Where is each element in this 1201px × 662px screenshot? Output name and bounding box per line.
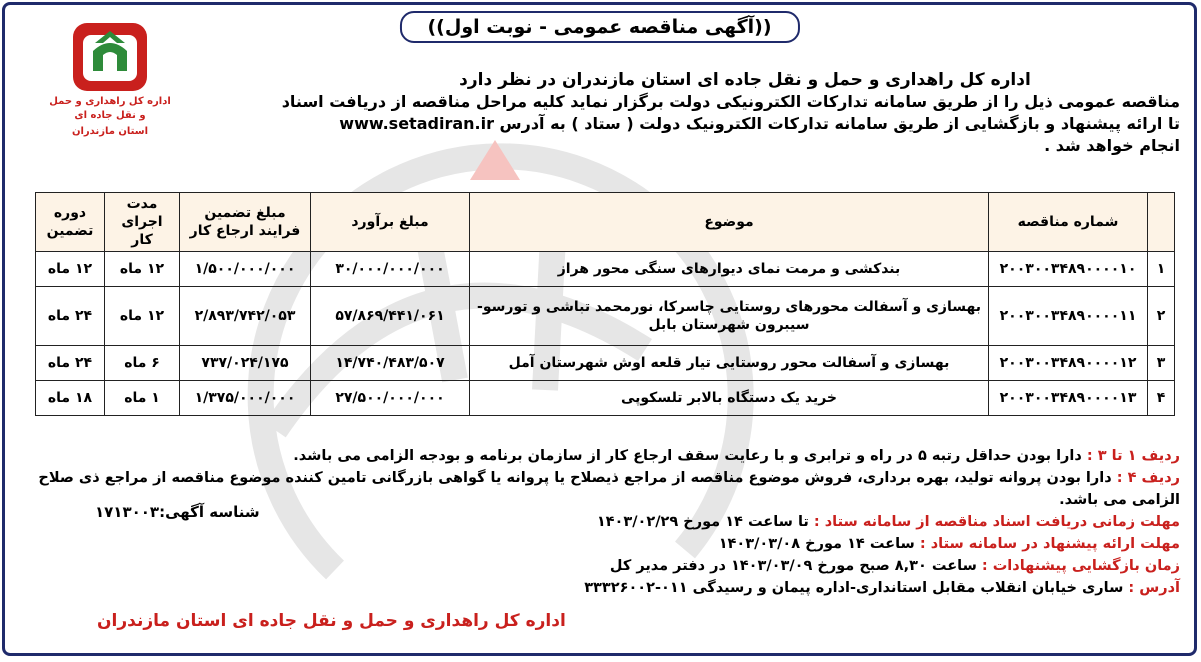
tenders-table bbox=[35, 192, 1175, 416]
cell-duration: ۱۲ ماه bbox=[105, 252, 180, 287]
intro-line1: مناقصه عمومی ذیل را از طریق سامانه تدارکات الکترونیکی دولت برگزار نماید کلیه مراحل مناقصه از دریافت اسناد bbox=[281, 92, 1180, 111]
cell-number: ۲۰۰۳۰۰۳۴۸۹۰۰۰۰۱۳ bbox=[989, 381, 1148, 416]
table-row bbox=[36, 252, 1175, 287]
cell-index: ۴ bbox=[1148, 381, 1175, 416]
cell-subject: بهسازی و آسفالت محورهای روستایی چاسرکا، نورمحمد تباشی و تورسو-سیبرون شهرستان بابل bbox=[470, 287, 989, 346]
intro-text bbox=[280, 69, 1180, 157]
cell-index: ۳ bbox=[1148, 346, 1175, 381]
table-header-row bbox=[36, 193, 1175, 252]
cell-number: ۲۰۰۳۰۰۳۴۸۹۰۰۰۰۱۰ bbox=[989, 252, 1148, 287]
notice-banner: ((آگهی مناقصه عمومی - نوبت اول)) bbox=[399, 11, 799, 43]
notes-section bbox=[15, 445, 1180, 599]
intro-title: اداره کل راهداری و حمل و نقل جاده ای استان مازندران در نظر دارد bbox=[459, 70, 1031, 90]
table-row bbox=[36, 346, 1175, 381]
road-authority-logo-icon bbox=[71, 21, 149, 93]
cell-subject: بهسازی و آسفالت محور روستایی تیار قلعه اوش شهرستان آمل bbox=[470, 346, 989, 381]
table-row bbox=[36, 381, 1175, 416]
notice-frame bbox=[2, 2, 1197, 656]
header-number: شماره مناقصه bbox=[989, 193, 1148, 252]
address-text: ساری خیابان انقلاب مقابل استانداری-اداره پیمان و رسیدگی ۰۱۱-۳۳۳۲۶۰۰۲ bbox=[584, 580, 1129, 596]
note-row-4-label: ردیف ۴ : bbox=[1116, 470, 1180, 486]
header-duration: مدت اجرای کار bbox=[105, 193, 180, 252]
signature: اداره کل راهداری و حمل و نقل جاده ای استان مازندران bbox=[97, 611, 566, 631]
note-row-4-continued: الزامی می باشد. bbox=[1059, 492, 1180, 508]
note-row-4-text: دارا بودن پروانه تولید، بهره برداری، فروش موضوع مناقصه از مراجع ذیصلاح یا پروانه یا گواهی بازرگانی تامین کننده موضوع مناقصه از مراجع ذی صلاح bbox=[38, 470, 1117, 486]
opening-time bbox=[15, 555, 1180, 577]
deadline-offer-text: ساعت ۱۴ مورخ ۱۴۰۳/۰۳/۰۸ bbox=[718, 536, 920, 552]
cell-estimate: ۱۴/۷۴۰/۴۸۳/۵۰۷ bbox=[311, 346, 470, 381]
deadline-offer-label: مهلت ارائه پیشنهاد در سامانه ستاد : bbox=[919, 536, 1180, 552]
cell-estimate: ۲۷/۵۰۰/۰۰۰/۰۰۰ bbox=[311, 381, 470, 416]
note-rows-1-3 bbox=[15, 445, 1180, 467]
cell-duration: ۱۲ ماه bbox=[105, 287, 180, 346]
deadline-offer bbox=[15, 533, 1180, 555]
cell-number: ۲۰۰۳۰۰۳۴۸۹۰۰۰۰۱۱ bbox=[989, 287, 1148, 346]
cell-warranty: ۱۸ ماه bbox=[36, 381, 105, 416]
ad-id: شناسه آگهی:۱۷۱۳۰۰۳ bbox=[95, 503, 260, 521]
header-subject: موضوع bbox=[470, 193, 989, 252]
cell-number: ۲۰۰۳۰۰۳۴۸۹۰۰۰۰۱۲ bbox=[989, 346, 1148, 381]
cell-subject: بندکشی و مرمت نمای دیوارهای سنگی محور هراز bbox=[470, 252, 989, 287]
logo-caption-line1: اداره کل راهداری و حمل و نقل جاده ای bbox=[49, 96, 171, 121]
opening-time-label: زمان بازگشایی پیشنهادات : bbox=[981, 558, 1180, 574]
cell-guarantee: ۱/۵۰۰/۰۰۰/۰۰۰ bbox=[180, 252, 311, 287]
cell-guarantee: ۱/۳۷۵/۰۰۰/۰۰۰ bbox=[180, 381, 311, 416]
deadline-docs-text: تا ساعت ۱۴ مورخ ۱۴۰۳/۰۲/۲۹ bbox=[596, 514, 814, 530]
note-rows-1-3-text: دارا بودن حداقل رتبه ۵ در راه و ترابری و با رعایت سقف ارجاع کار از سازمان برنامه و بودجه الزامی می باشد. bbox=[293, 448, 1087, 464]
cell-duration: ۱ ماه bbox=[105, 381, 180, 416]
header-warranty: دوره تضمین bbox=[36, 193, 105, 252]
cell-index: ۱ bbox=[1148, 252, 1175, 287]
header-index bbox=[1148, 193, 1175, 252]
cell-estimate: ۳۰/۰۰۰/۰۰۰/۰۰۰ bbox=[311, 252, 470, 287]
cell-guarantee: ۲/۸۹۳/۷۴۲/۰۵۳ bbox=[180, 287, 311, 346]
table-row bbox=[36, 287, 1175, 346]
note-row-4 bbox=[15, 467, 1180, 489]
opening-time-text: ساعت ۸,۳۰ صبح مورخ ۱۴۰۳/۰۳/۰۹ در دفتر مدیر کل bbox=[609, 558, 982, 574]
header-estimate: مبلغ برآورد bbox=[311, 193, 470, 252]
logo-caption-line2: استان مازندران bbox=[71, 126, 149, 137]
cell-duration: ۶ ماه bbox=[105, 346, 180, 381]
cell-warranty: ۱۲ ماه bbox=[36, 252, 105, 287]
note-rows-1-3-label: ردیف ۱ تا ۳ : bbox=[1086, 448, 1180, 464]
deadline-docs-label: مهلت زمانی دریافت اسناد مناقصه از سامانه ستاد : bbox=[813, 514, 1180, 530]
cell-estimate: ۵۷/۸۶۹/۴۴۱/۰۶۱ bbox=[311, 287, 470, 346]
header-guarantee: مبلغ تضمین فرایند ارجاع کار bbox=[180, 193, 311, 252]
intro-line2: تا ارائه پیشنهاد و بازگشایی از طریق سامانه تدارکات الکترونیک دولت ( ستاد ) به آدرس www.setadiran.ir bbox=[339, 114, 1180, 133]
cell-index: ۲ bbox=[1148, 287, 1175, 346]
intro-line3: انجام خواهد شد . bbox=[1044, 136, 1180, 155]
cell-subject: خرید یک دستگاه بالابر تلسکوپی bbox=[470, 381, 989, 416]
org-logo bbox=[45, 21, 175, 139]
address-label: آدرس : bbox=[1128, 580, 1180, 596]
cell-warranty: ۲۴ ماه bbox=[36, 287, 105, 346]
cell-warranty: ۲۴ ماه bbox=[36, 346, 105, 381]
address bbox=[15, 577, 1180, 599]
cell-guarantee: ۷۳۷/۰۲۴/۱۷۵ bbox=[180, 346, 311, 381]
